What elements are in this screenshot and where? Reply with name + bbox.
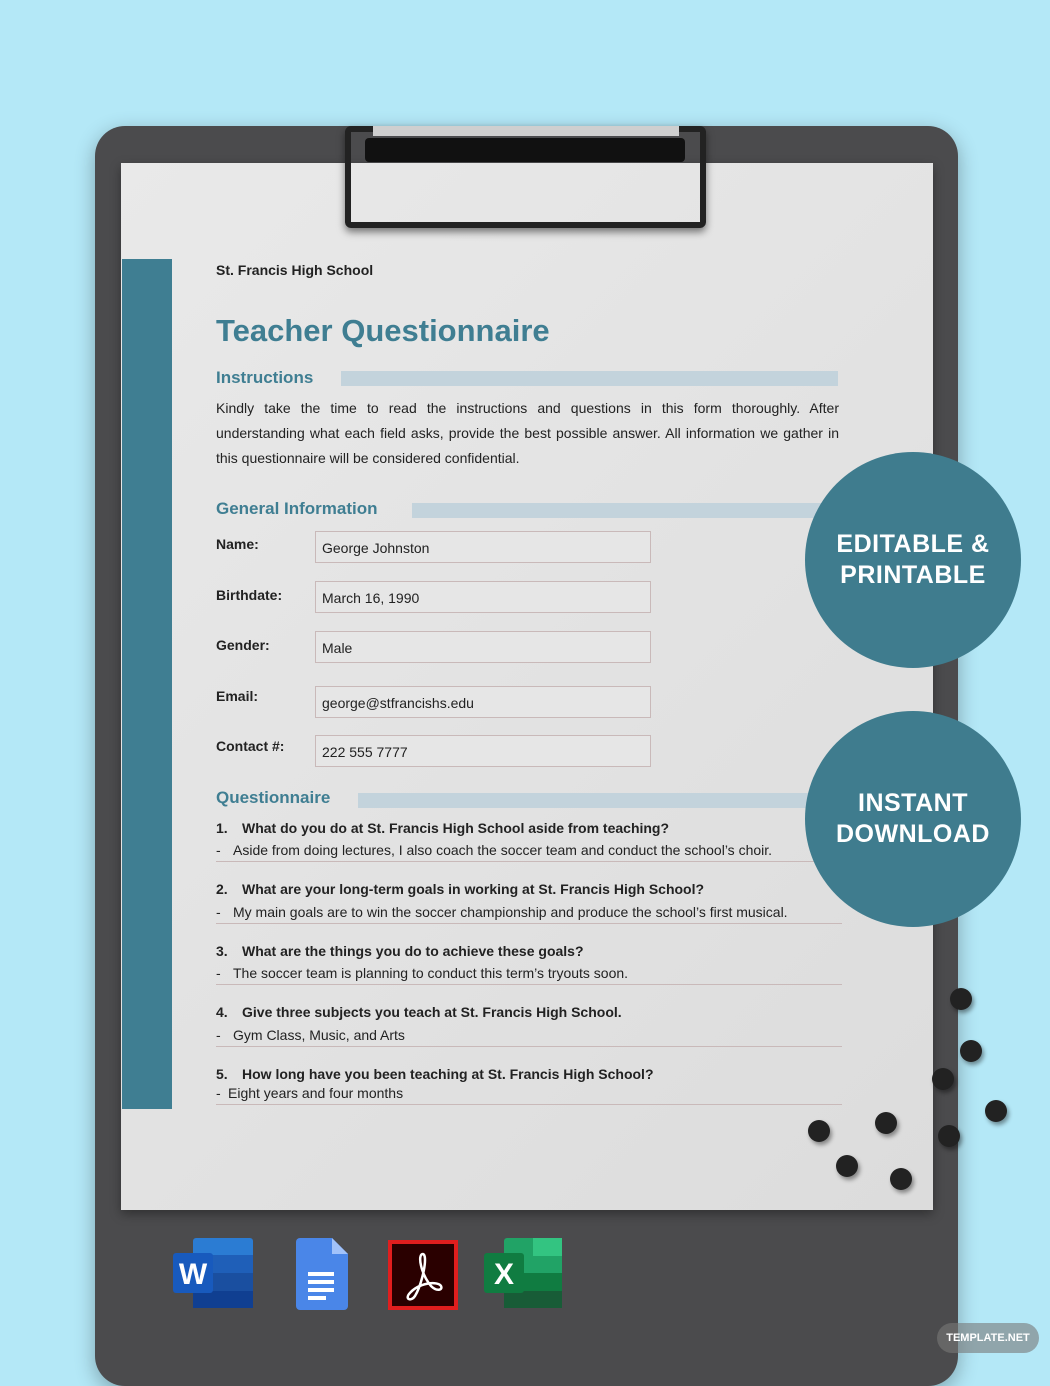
contact-label: Contact #:: [216, 738, 285, 754]
pushpin-icon: [808, 1120, 830, 1142]
instructions-heading: Instructions: [216, 368, 314, 387]
question-5: 5. How long have you been teaching at St. Francis High School?: [216, 1066, 654, 1082]
answer-1: - Aside from doing lectures, I also coach the soccer team and conduct the school’s choir.: [216, 842, 842, 862]
pushpin-icon: [932, 1068, 954, 1090]
question-2: 2. What are your long-term goals in working at St. Francis High School?: [216, 881, 705, 897]
email-label: Email:: [216, 688, 259, 704]
pushpin-icon: [960, 1040, 982, 1062]
question-3: 3. What are the things you do to achieve these goals?: [216, 943, 584, 959]
word-icon[interactable]: [173, 1238, 243, 1308]
pushpin-icon: [985, 1100, 1007, 1122]
answer-2: - My main goals are to win the soccer championship and produce the school’s first musical.: [216, 904, 842, 924]
svg-text:W: W: [178, 1258, 208, 1291]
answer-4: - Gym Class, Music, and Arts: [216, 1027, 842, 1047]
birthdate-field[interactable]: March 16, 1990: [315, 581, 651, 613]
school-name: St. Francis High School: [216, 262, 374, 278]
gender-field[interactable]: Male: [315, 631, 651, 663]
watermark-logo: TEMPLATE.NET: [937, 1323, 1039, 1353]
general-info-heading: General Information: [216, 499, 378, 518]
name-label: Name:: [216, 536, 259, 552]
pdf-icon[interactable]: [388, 1240, 458, 1310]
contact-field[interactable]: 222 555 7777: [315, 735, 651, 767]
questionnaire-heading: Questionnaire: [216, 788, 331, 807]
question-4: 4. Give three subjects you teach at St. Francis High School.: [216, 1004, 622, 1020]
gender-label: Gender:: [216, 637, 270, 653]
clipboard-clip: [345, 126, 706, 228]
pushpin-icon: [950, 988, 972, 1010]
instructions-text: Kindly take the time to read the instructions and questions in this form thoroughly. After understanding what each field asks, provide the best possible answer. All information we gather in this questionnaire will be considered confidential.: [216, 400, 839, 466]
accent-sidebar: [122, 259, 172, 1109]
heading-rule: [358, 793, 828, 808]
excel-icon[interactable]: [484, 1238, 554, 1308]
birthdate-label: Birthdate:: [216, 587, 283, 603]
pushpin-icon: [836, 1155, 858, 1177]
pushpin-icon: [875, 1112, 897, 1134]
svg-text:X: X: [493, 1258, 515, 1291]
email-field[interactable]: george@stfrancishs.edu: [315, 686, 651, 718]
name-field[interactable]: George Johnston: [315, 531, 651, 563]
pushpin-icon: [938, 1125, 960, 1147]
editable-printable-badge: EDITABLE & PRINTABLE: [805, 452, 1021, 668]
question-1: 1. What do you do at St. Francis High School aside from teaching?: [216, 820, 670, 836]
pushpin-icon: [890, 1168, 912, 1190]
heading-rule: [412, 503, 832, 518]
instant-download-badge: INSTANT DOWNLOAD: [805, 711, 1021, 927]
page-title: Teacher Questionnaire: [216, 313, 550, 348]
answer-5: - Eight years and four months: [216, 1085, 842, 1105]
answer-3: - The soccer team is planning to conduct this term’s tryouts soon.: [216, 965, 842, 985]
heading-rule: [341, 371, 838, 386]
google-docs-icon[interactable]: [296, 1238, 366, 1308]
